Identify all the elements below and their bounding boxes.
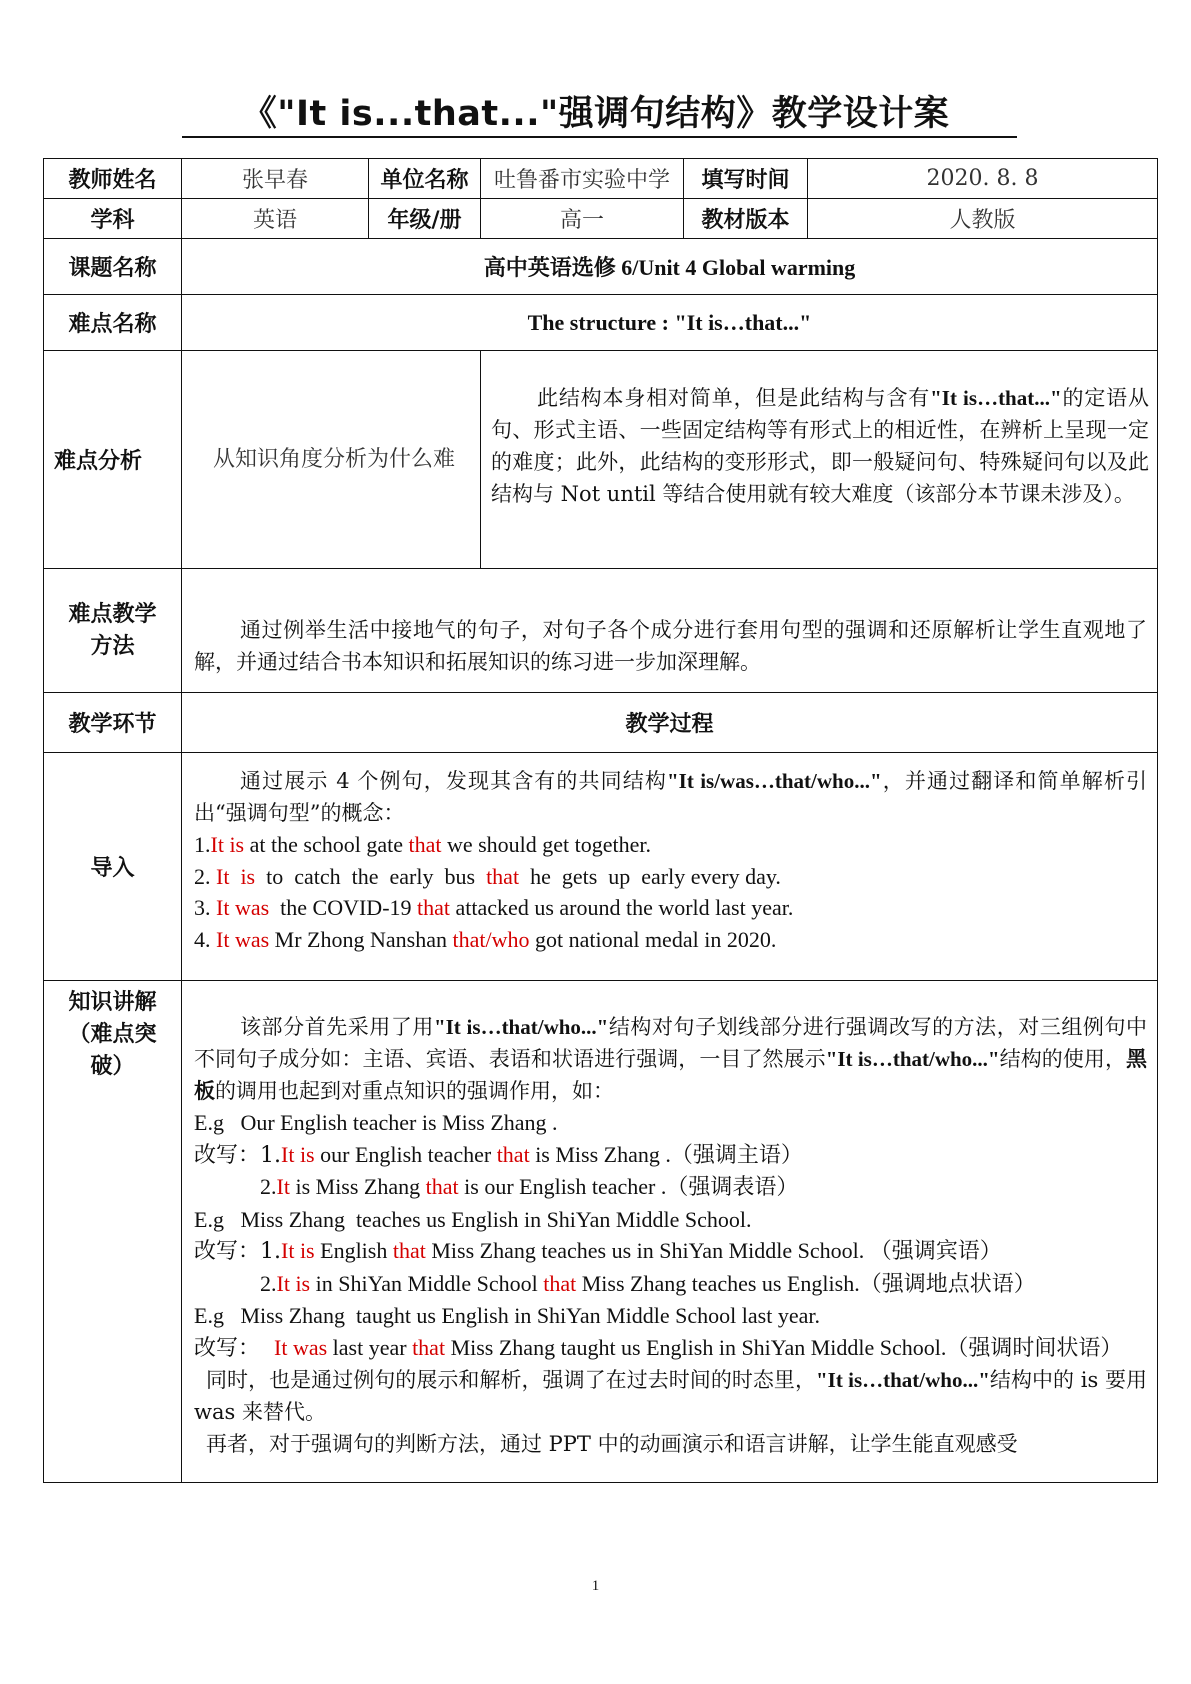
teacher-label: 教师姓名 xyxy=(44,159,182,199)
intro-example-3: 3. It was the COVID-19 that attacked us around the world last year. xyxy=(194,895,794,920)
topic-label: 课题名称 xyxy=(44,239,182,295)
analysis-sublabel: 从知识角度分析为什么难 xyxy=(182,351,481,569)
rewrite-5: 改写： It was last year that Miss Zhang taught us English in ShiYan Middle School.（强调时间状语） xyxy=(194,1334,1123,1361)
intro-content xyxy=(182,753,1158,981)
process-stage-label: 教学环节 xyxy=(44,693,182,753)
analysis-text-cell xyxy=(481,351,1158,569)
document-title: 《"It is...that..."强调句结构》教学设计案 xyxy=(241,94,950,134)
knowledge-paragraph-3: 再者，对于强调句的判断方法，通过 PPT 中的动画演示和语言讲解，让学生能直观感受 xyxy=(206,1432,1018,1456)
title-underline xyxy=(182,136,1017,138)
knowledge-content xyxy=(182,981,1158,1483)
analysis-text-2: 的定语从句、形式主语、一些固定结构等有形式上的相近性，在辨析上呈现一定的难度；此外，此结构的变形形式，即一般疑问句、特殊疑问句以及此结构与 Not until 等结合使用就有较大难度（该部分本节课未涉及）。 xyxy=(491,385,1150,506)
rewrite-1: 改写：1.It is our English teacher that is Miss Zhang .（强调主语） xyxy=(194,1141,803,1168)
grade-label: 年级/册 xyxy=(369,199,481,239)
header-row-2 xyxy=(44,199,1158,239)
difficulty-value: The structure : "It is…that..." xyxy=(182,295,1158,351)
analysis-label: 难点分析 xyxy=(44,351,182,569)
rewrite-4: 2.It is in ShiYan Middle School that Miss Zhang teaches us English.（强调地点状语） xyxy=(260,1270,1036,1297)
date-value: 2020. 8. 8 xyxy=(808,159,1158,199)
unit-label: 单位名称 xyxy=(369,159,481,199)
example-sentence-3: E.g Miss Zhang taught us English in ShiYan Middle School last year. xyxy=(194,1303,820,1328)
analysis-row xyxy=(44,351,1158,569)
rewrite-3: 改写：1.It is English that Miss Zhang teaches us in ShiYan Middle School. （强调宾语） xyxy=(194,1238,1002,1264)
knowledge-label: 知识讲解（难点突破） xyxy=(44,981,182,1483)
knowledge-row xyxy=(44,981,1158,1483)
analysis-text-bold: "It is…that..." xyxy=(930,385,1062,410)
difficulty-label: 难点名称 xyxy=(44,295,182,351)
topic-value: 高中英语选修 6/Unit 4 Global warming xyxy=(182,239,1158,295)
example-sentence-1: E.g Our English teacher is Miss Zhang . xyxy=(194,1110,558,1135)
intro-text-1: 通过展示 4 个例句，发现其含有的共同结构 xyxy=(240,769,667,793)
intro-row xyxy=(44,753,1158,981)
method-row xyxy=(44,569,1158,693)
lesson-plan-table xyxy=(43,158,1158,1483)
process-label: 教学过程 xyxy=(182,693,1158,753)
edition-value: 人教版 xyxy=(808,199,1158,239)
process-header-row xyxy=(44,693,1158,753)
method-text-cell xyxy=(182,569,1158,693)
subject-value: 英语 xyxy=(182,199,369,239)
method-label: 难点教学方法 xyxy=(44,569,182,693)
analysis-paragraph xyxy=(491,382,1149,510)
intro-text-bold: "It is/was…that/who..." xyxy=(667,769,882,793)
intro-text-2: ，并通过翻译和简单解析引出“强调句型”的概念： xyxy=(194,769,1147,825)
intro-example-1: 1.It is at the school gate that we should get together. xyxy=(194,832,652,857)
intro-label: 导入 xyxy=(44,753,182,981)
teacher-value: 张早春 xyxy=(182,159,369,199)
intro-example-2: 2. It is to catch the early bus that he gets up early every day. xyxy=(194,863,781,889)
knowledge-paragraph-2: 同时，也是通过例句的展示和解析，强调了在过去时间的时态里，"It is…that/who..."结构中的 is 要用 was 来替代。 xyxy=(194,1368,1147,1424)
topic-row xyxy=(44,239,1158,295)
knowledge-paragraph-1: 该部分首先采用了用"It is…that/who..."结构对句子划线部分进行强调改写的方法，对三组例句中不同句子成分如：主语、宾语、表语和状语进行强调，一目了然展示"It is…that/who..."结构的使用，黑板的调用也起到对重点知识的强调作用，如： xyxy=(194,1015,1148,1103)
method-text: 通过例举生活中接地气的句子，对句子各个成分进行套用句型的强调和还原解析让学生直观地了解，并通过结合书本知识和拓展知识的练习进一步加深理解。 xyxy=(194,617,1147,674)
page-number: 1 xyxy=(591,1578,600,1594)
rewrite-2: 2.It is Miss Zhang that is our English teacher .（强调表语） xyxy=(260,1174,799,1200)
grade-value: 高一 xyxy=(481,199,684,239)
difficulty-row xyxy=(44,295,1158,351)
analysis-text-1: 此结构本身相对简单，但是此结构与含有 xyxy=(537,385,931,410)
subject-label: 学科 xyxy=(44,199,182,239)
edition-label: 教材版本 xyxy=(684,199,808,239)
unit-value: 吐鲁番市实验中学 xyxy=(481,159,684,199)
intro-paragraph xyxy=(194,765,1147,829)
intro-example-4: 4. It was Mr Zhong Nanshan that/who got national medal in 2020. xyxy=(194,926,777,952)
date-label: 填写时间 xyxy=(684,159,808,199)
example-sentence-2: E.g Miss Zhang teaches us English in ShiYan Middle School. xyxy=(194,1206,752,1232)
header-row-1 xyxy=(44,159,1158,199)
